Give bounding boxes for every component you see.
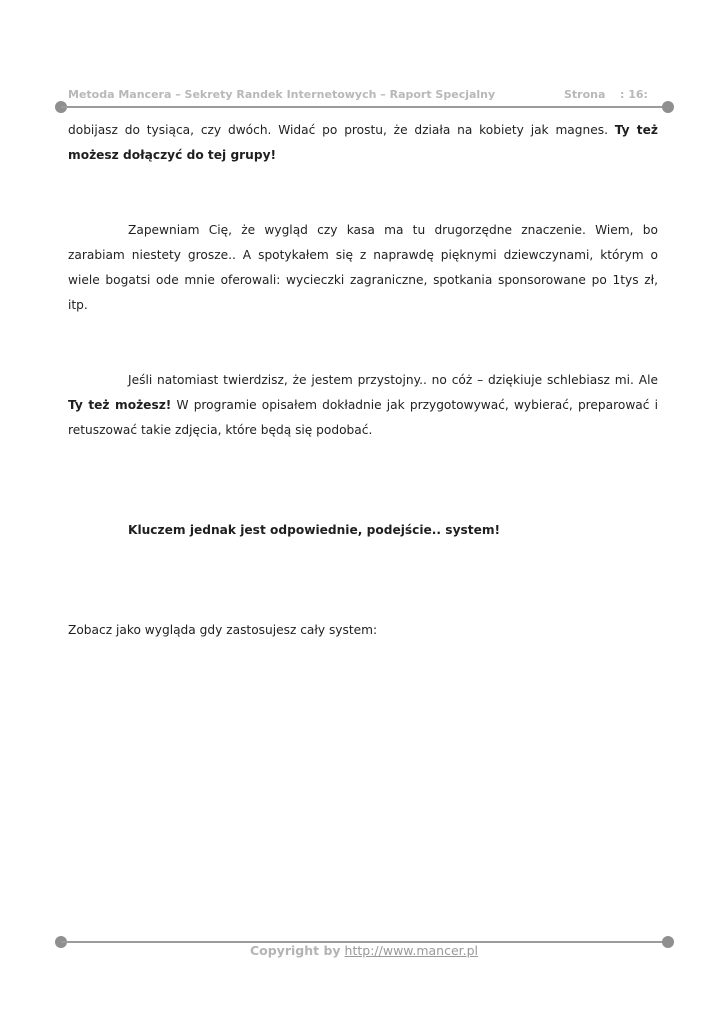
page-body <box>68 118 658 643</box>
paragraph-2: Zapewniam Cię, że wygląd czy kasa ma tu drugorzędne znaczenie. Wiem, bo zarabiam niestety grosze.. A spotykałem się z naprawdę pięknymi dziewczynami, którym o wiele bogatsi ode mnie oferowali: wycieczki zagraniczne, spotkania sponsorowane po 1tys zł, itp. <box>68 223 658 312</box>
header-title: Metoda Mancera – Sekrety Randek Internetowych – Raport Specjalny <box>68 88 496 101</box>
footer-website-link[interactable]: http://www.mancer.pl <box>344 943 479 958</box>
paragraph-3: Jeśli natomiast twierdzisz, że jestem przystojny.. no cóż – dziękiuje schlebiasz mi. Ale Ty też możesz! W programie opisałem dokładnie jak przygotowywać, wybierać, preparować i retuszować takie zdjęcia, które będą się podobać. <box>68 373 658 437</box>
paragraph-key-system: Kluczem jednak jest odpowiednie, podejście.. system! <box>128 523 501 537</box>
paragraph-1: dobijasz do tysiąca, czy dwóch. Widać po prostu, że działa na kobiety jak magnes. Ty też możesz dołączyć do tej grupy! <box>68 123 658 162</box>
footer-copyright-label: Copyright by <box>249 943 341 958</box>
emphasis-you-can: Ty też możesz! <box>68 398 172 412</box>
emphasis-join-group: Ty też możesz dołączyć do tej grupy! <box>68 123 658 162</box>
page-footer <box>0 943 728 958</box>
header-rule-right-dot <box>662 101 674 113</box>
header-page-label: Strona <box>564 88 606 101</box>
paragraph-see-system: Zobacz jako wygląda gdy zastosujesz cały system: <box>68 623 378 637</box>
header-rule <box>61 106 668 108</box>
header-page-number: : 16: <box>620 88 648 101</box>
